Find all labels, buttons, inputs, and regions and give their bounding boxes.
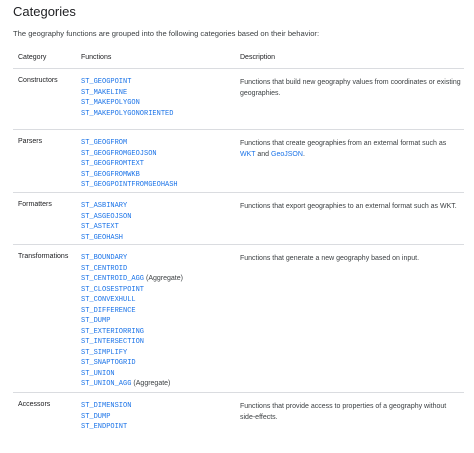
- table-row-formatters: [13, 193, 464, 245]
- function-link[interactable]: ST_ENDPOINT: [81, 423, 128, 431]
- function-link[interactable]: ST_CLOSESTPOINT: [81, 285, 145, 294]
- function-link[interactable]: ST_INTERSECTION: [81, 338, 145, 346]
- functions-cell: [81, 138, 178, 191]
- table-row-transformations: [13, 245, 464, 393]
- functions-cell: [81, 77, 173, 119]
- aggregate-note: (Aggregate): [146, 275, 183, 282]
- table-header: [13, 47, 464, 69]
- function-link[interactable]: ST_CONVEXHULL: [81, 296, 136, 304]
- functions-cell: [81, 401, 131, 433]
- function-link[interactable]: ST_DUMP: [81, 317, 111, 325]
- function-link[interactable]: ST_GEOGFROM: [81, 139, 128, 147]
- function-link[interactable]: ST_MAKEPOLYGON: [81, 99, 140, 107]
- function-link[interactable]: ST_GEOHASH: [81, 233, 124, 242]
- description-cell: Functions that provide access to properties of a geography without side-effects.: [240, 403, 447, 421]
- function-link[interactable]: ST_MAKEPOLYGONORIENTED: [81, 109, 174, 118]
- description-cell: Functions that build new geography values from coordinates or existing geographies.: [240, 79, 461, 97]
- category-cell: Accessors: [18, 401, 51, 408]
- function-link[interactable]: ST_EXTERIORRING: [81, 327, 145, 336]
- category-cell: Parsers: [18, 138, 43, 145]
- header-description: Description: [240, 54, 276, 61]
- function-link[interactable]: ST_DIMENSION: [81, 402, 132, 410]
- function-link[interactable]: ST_GEOGFROMGEOJSON: [81, 149, 157, 158]
- function-link[interactable]: ST_GEOGPOINTFROMGEOHASH: [81, 181, 178, 189]
- header-functions: Functions: [81, 54, 112, 61]
- function-link[interactable]: ST_UNION_AGG: [81, 380, 132, 388]
- function-link[interactable]: ST_CENTROID: [81, 264, 128, 273]
- function-entry: [81, 379, 183, 390]
- description-cell: Functions that generate a new geography based on input.: [240, 255, 420, 262]
- table-row-constructors: [13, 69, 464, 130]
- category-cell: Transformations: [18, 253, 69, 260]
- table-row-accessors: [13, 393, 464, 453]
- description-cell: [240, 138, 462, 160]
- description-text: and: [257, 151, 270, 158]
- function-link[interactable]: ST_GEOGFROMWKB: [81, 170, 140, 179]
- function-link[interactable]: ST_SIMPLIFY: [81, 348, 128, 357]
- description-text: .: [302, 151, 305, 158]
- function-link[interactable]: ST_DUMP: [81, 412, 111, 421]
- function-link[interactable]: ST_ASGEOJSON: [81, 212, 132, 221]
- section-intro: The geography functions are grouped into the following categories based on their behavior:: [13, 29, 320, 38]
- functions-cell: [81, 253, 183, 390]
- function-link[interactable]: ST_GEOGFROMTEXT: [81, 160, 145, 168]
- geojson-link[interactable]: GeoJSON: [271, 151, 303, 158]
- description-text: Functions that create geographies from an external format such as: [240, 140, 447, 147]
- category-cell: Formatters: [18, 201, 52, 208]
- categories-table: [13, 47, 464, 453]
- function-link[interactable]: ST_BOUNDARY: [81, 254, 128, 262]
- aggregate-note: (Aggregate): [133, 380, 171, 387]
- function-link[interactable]: ST_CENTROID_AGG: [81, 275, 145, 283]
- function-link[interactable]: ST_ASBINARY: [81, 202, 128, 210]
- function-link[interactable]: ST_SNAPTOGRID: [81, 359, 136, 367]
- header-category: Category: [18, 54, 47, 61]
- function-link[interactable]: ST_MAKELINE: [81, 88, 128, 97]
- function-link[interactable]: ST_UNION: [81, 369, 115, 378]
- function-link[interactable]: ST_ASTEXT: [81, 223, 119, 231]
- wkt-link[interactable]: WKT: [240, 151, 256, 158]
- category-cell: Constructors: [18, 77, 58, 84]
- function-link[interactable]: ST_DIFFERENCE: [81, 306, 136, 315]
- function-entry: [81, 274, 183, 285]
- function-link[interactable]: ST_GEOGPOINT: [81, 78, 132, 86]
- description-cell: Functions that export geographies to an external format such as WKT.: [240, 203, 457, 210]
- table-row-parsers: [13, 130, 464, 193]
- section-title: Categories: [13, 4, 76, 19]
- functions-cell: [81, 201, 131, 243]
